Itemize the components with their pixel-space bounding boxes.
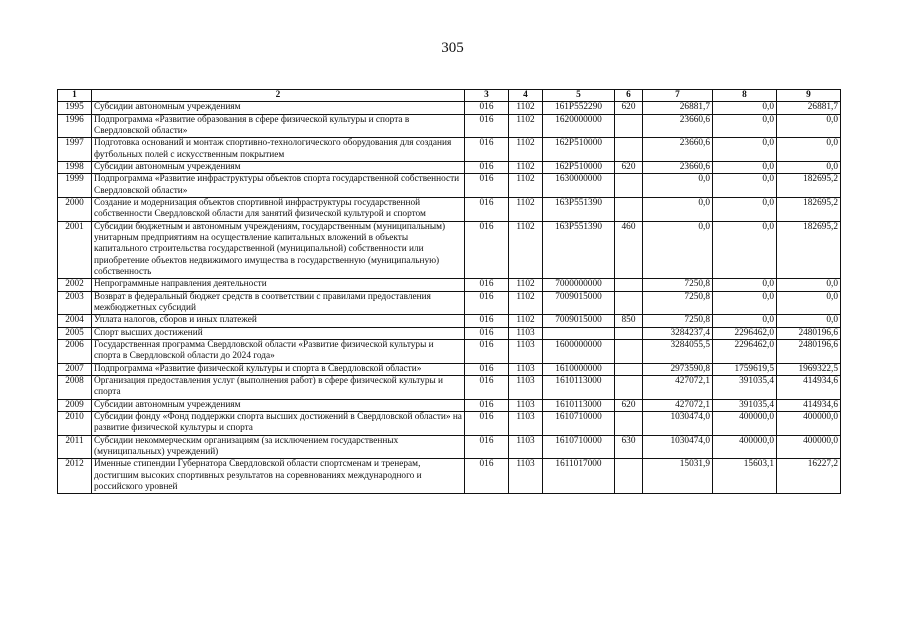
section-code-cell: 1102 [509,221,543,279]
amount-col7-cell: 0,0 [643,197,713,221]
item-name-cell: Субсидии фонду «Фонд поддержки спорта высших достижений в Свердловской области» на развитие физической культуры и спорта [92,411,465,435]
amount-col8-cell: 400000,0 [713,411,777,435]
expense-type-cell [615,411,643,435]
amount-col7-cell: 7250,8 [643,291,713,315]
expense-type-cell [615,279,643,291]
item-name-cell: Организация предоставления услуг (выполнения работ) в сфере физической культуры и спорта [92,375,465,399]
row-number-cell: 1996 [58,114,92,138]
amount-col9-cell: 182695,2 [777,197,841,221]
amount-col7-cell: 3284237,4 [643,327,713,339]
target-article-cell: 1600000000 [543,339,615,363]
amount-col9-cell: 400000,0 [777,411,841,435]
item-name-cell: Подпрограмма «Развитие образования в сфере физической культуры и спорта в Свердловской области» [92,114,465,138]
amount-col7-cell: 26881,7 [643,102,713,114]
amount-col8-cell: 15603,1 [713,459,777,494]
amount-col9-cell: 0,0 [777,279,841,291]
row-number-cell: 1999 [58,174,92,198]
admin-code-cell: 016 [465,339,509,363]
target-article-cell: 7000000000 [543,279,615,291]
row-number-cell: 2010 [58,411,92,435]
amount-col9-cell: 26881,7 [777,102,841,114]
amount-col9-cell: 400000,0 [777,435,841,459]
amount-col8-cell: 0,0 [713,174,777,198]
item-name-cell: Непрограммные направления деятельности [92,279,465,291]
target-article-cell: 161P552290 [543,102,615,114]
target-article-cell: 163P551390 [543,197,615,221]
column-header: 3 [465,90,509,102]
table-row [58,279,841,291]
table-row [58,315,841,327]
amount-col8-cell: 1759619,5 [713,363,777,375]
admin-code-cell: 016 [465,114,509,138]
expense-type-cell [615,174,643,198]
table-row [58,161,841,173]
expense-type-cell: 460 [615,221,643,279]
expense-type-cell [615,114,643,138]
target-article-cell: 1610000000 [543,363,615,375]
admin-code-cell: 016 [465,459,509,494]
column-header: 2 [92,90,465,102]
budget-table [57,89,841,494]
section-code-cell: 1102 [509,279,543,291]
item-name-cell: Субсидии автономным учреждениям [92,161,465,173]
section-code-cell: 1103 [509,363,543,375]
admin-code-cell: 016 [465,138,509,162]
amount-col9-cell: 2480196,6 [777,327,841,339]
table-row [58,221,841,279]
amount-col9-cell: 182695,2 [777,174,841,198]
column-header: 5 [543,90,615,102]
expense-type-cell [615,459,643,494]
table-row [58,339,841,363]
item-name-cell: Уплата налогов, сборов и иных платежей [92,315,465,327]
target-article-cell: 1630000000 [543,174,615,198]
row-number-cell: 2003 [58,291,92,315]
expense-type-cell: 620 [615,102,643,114]
table-row [58,102,841,114]
table-row [58,435,841,459]
row-number-cell: 2002 [58,279,92,291]
section-code-cell: 1103 [509,435,543,459]
target-article-cell: 1611017000 [543,459,615,494]
target-article-cell: 1610113000 [543,399,615,411]
amount-col7-cell: 2973590,8 [643,363,713,375]
amount-col7-cell: 3284055,5 [643,339,713,363]
expense-type-cell: 620 [615,399,643,411]
admin-code-cell: 016 [465,221,509,279]
section-code-cell: 1102 [509,138,543,162]
admin-code-cell: 016 [465,435,509,459]
admin-code-cell: 016 [465,375,509,399]
target-article-cell: 7009015000 [543,315,615,327]
amount-col8-cell: 391035,4 [713,375,777,399]
item-name-cell: Субсидии бюджетным и автономным учреждениям, государственным (муниципальным) унитарным предприятиям на осуществление капитальных вложений в объекты капитального строительства государственной (муниципальной) собственности или приобретение объектов недвижимого имущества в государственную (муниципальную) собственность [92,221,465,279]
amount-col9-cell: 0,0 [777,291,841,315]
item-name-cell: Государственная программа Свердловской области «Развитие физической культуры и спорта в Свердловской области до 2024 года» [92,339,465,363]
row-number-cell: 1997 [58,138,92,162]
expense-type-cell [615,327,643,339]
admin-code-cell: 016 [465,279,509,291]
section-code-cell: 1102 [509,315,543,327]
amount-col8-cell: 391035,4 [713,399,777,411]
target-article-cell: 1610113000 [543,375,615,399]
expense-type-cell [615,363,643,375]
admin-code-cell: 016 [465,363,509,375]
section-code-cell: 1103 [509,399,543,411]
table-row [58,459,841,494]
amount-col8-cell: 0,0 [713,138,777,162]
table-row [58,399,841,411]
admin-code-cell: 016 [465,161,509,173]
column-header: 9 [777,90,841,102]
amount-col9-cell: 0,0 [777,138,841,162]
admin-code-cell: 016 [465,411,509,435]
target-article-cell: 7009015000 [543,291,615,315]
amount-col7-cell: 1030474,0 [643,435,713,459]
amount-col9-cell: 2480196,6 [777,339,841,363]
amount-col8-cell: 0,0 [713,221,777,279]
amount-col9-cell: 16227,2 [777,459,841,494]
row-number-cell: 2007 [58,363,92,375]
expense-type-cell [615,138,643,162]
amount-col7-cell: 7250,8 [643,315,713,327]
admin-code-cell: 016 [465,327,509,339]
amount-col9-cell: 182695,2 [777,221,841,279]
amount-col7-cell: 427072,1 [643,375,713,399]
expense-type-cell [615,197,643,221]
table-row [58,363,841,375]
amount-col8-cell: 0,0 [713,102,777,114]
item-name-cell: Субсидии автономным учреждениям [92,399,465,411]
admin-code-cell: 016 [465,197,509,221]
item-name-cell: Подпрограмма «Развитие инфраструктуры объектов спорта государственной собственности Свердловской области» [92,174,465,198]
item-name-cell: Создание и модернизация объектов спортивной инфраструктуры государственной собственности Свердловской области для занятий физической культурой и спортом [92,197,465,221]
expense-type-cell [615,339,643,363]
section-code-cell: 1103 [509,411,543,435]
amount-col8-cell: 0,0 [713,197,777,221]
item-name-cell: Спорт высших достижений [92,327,465,339]
table-row [58,375,841,399]
expense-type-cell [615,291,643,315]
table-header-row [58,90,841,102]
amount-col8-cell: 0,0 [713,161,777,173]
table-row [58,327,841,339]
amount-col7-cell: 15031,9 [643,459,713,494]
row-number-cell: 1998 [58,161,92,173]
section-code-cell: 1102 [509,161,543,173]
target-article-cell: 1610710000 [543,435,615,459]
expense-type-cell: 850 [615,315,643,327]
amount-col9-cell: 1969322,5 [777,363,841,375]
amount-col8-cell: 2296462,0 [713,339,777,363]
item-name-cell: Возврат в федеральный бюджет средств в соответствии с правилами предоставления межбюджетных субсидий [92,291,465,315]
target-article-cell: 1610710000 [543,411,615,435]
column-header: 8 [713,90,777,102]
amount-col8-cell: 0,0 [713,114,777,138]
page-number: 305 [441,40,464,56]
amount-col9-cell: 0,0 [777,315,841,327]
admin-code-cell: 016 [465,315,509,327]
column-header: 7 [643,90,713,102]
section-code-cell: 1102 [509,291,543,315]
item-name-cell: Подготовка оснований и монтаж спортивно-технологического оборудования для создания футбольных полей с искусственным покрытием [92,138,465,162]
amount-col9-cell: 0,0 [777,161,841,173]
section-code-cell: 1103 [509,459,543,494]
table-row [58,291,841,315]
target-article-cell: 163P551390 [543,221,615,279]
section-code-cell: 1103 [509,375,543,399]
row-number-cell: 2000 [58,197,92,221]
table-body [58,102,841,494]
amount-col8-cell: 0,0 [713,315,777,327]
row-number-cell: 2011 [58,435,92,459]
amount-col9-cell: 414934,6 [777,399,841,411]
row-number-cell: 2008 [58,375,92,399]
admin-code-cell: 016 [465,291,509,315]
section-code-cell: 1102 [509,102,543,114]
row-number-cell: 1995 [58,102,92,114]
target-article-cell [543,327,615,339]
amount-col7-cell: 23660,6 [643,138,713,162]
item-name-cell: Субсидии автономным учреждениям [92,102,465,114]
amount-col7-cell: 23660,6 [643,114,713,138]
amount-col9-cell: 0,0 [777,114,841,138]
column-header: 1 [58,90,92,102]
table-row [58,174,841,198]
section-code-cell: 1103 [509,327,543,339]
amount-col8-cell: 400000,0 [713,435,777,459]
expense-type-cell: 630 [615,435,643,459]
item-name-cell: Именные стипендии Губернатора Свердловской области спортсменам и тренерам, достигшим высоких спортивных результатов на соревнованиях международного и российского уровней [92,459,465,494]
amount-col7-cell: 1030474,0 [643,411,713,435]
column-header: 6 [615,90,643,102]
table-row [58,138,841,162]
section-code-cell: 1103 [509,339,543,363]
section-code-cell: 1102 [509,174,543,198]
table-row [58,197,841,221]
amount-col8-cell: 0,0 [713,291,777,315]
amount-col9-cell: 414934,6 [777,375,841,399]
item-name-cell: Субсидии некоммерческим организациям (за исключением государственных (муниципальных) учреждений) [92,435,465,459]
expense-type-cell: 620 [615,161,643,173]
amount-col7-cell: 0,0 [643,221,713,279]
admin-code-cell: 016 [465,102,509,114]
admin-code-cell: 016 [465,174,509,198]
row-number-cell: 2009 [58,399,92,411]
row-number-cell: 2012 [58,459,92,494]
row-number-cell: 2004 [58,315,92,327]
amount-col7-cell: 23660,6 [643,161,713,173]
item-name-cell: Подпрограмма «Развитие физической культуры и спорта в Свердловской области» [92,363,465,375]
target-article-cell: 162P510000 [543,138,615,162]
row-number-cell: 2005 [58,327,92,339]
table-row [58,114,841,138]
section-code-cell: 1102 [509,114,543,138]
amount-col7-cell: 427072,1 [643,399,713,411]
table-row [58,411,841,435]
column-header: 4 [509,90,543,102]
target-article-cell: 162P510000 [543,161,615,173]
amount-col7-cell: 0,0 [643,174,713,198]
amount-col7-cell: 7250,8 [643,279,713,291]
row-number-cell: 2001 [58,221,92,279]
section-code-cell: 1102 [509,197,543,221]
expense-type-cell [615,375,643,399]
row-number-cell: 2006 [58,339,92,363]
admin-code-cell: 016 [465,399,509,411]
amount-col8-cell: 2296462,0 [713,327,777,339]
amount-col8-cell: 0,0 [713,279,777,291]
target-article-cell: 1620000000 [543,114,615,138]
